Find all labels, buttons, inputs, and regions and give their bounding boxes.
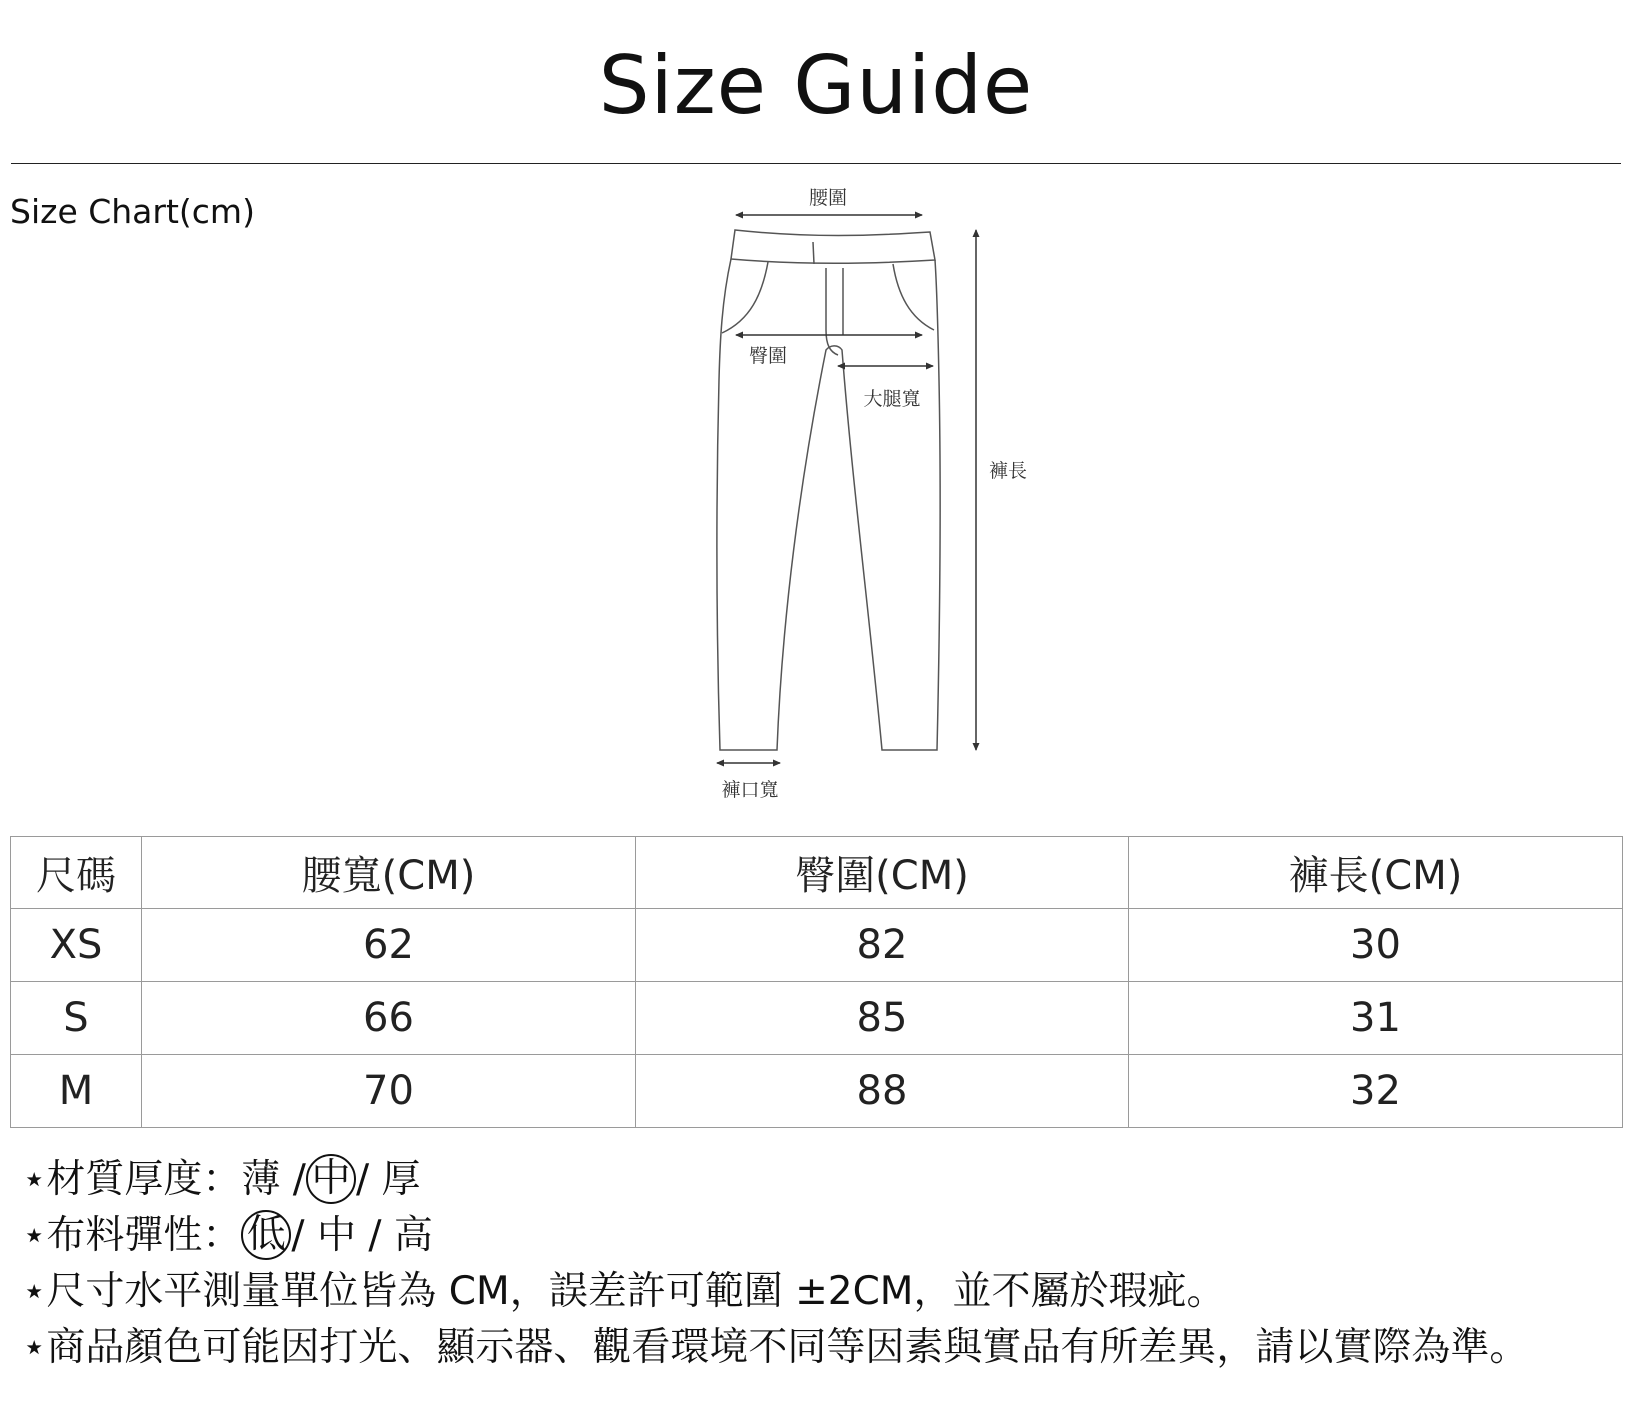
note-thickness-suffix: / 厚 xyxy=(355,1157,421,1202)
hip-label: 臀圍 xyxy=(748,345,788,367)
note-thickness-prefix: ⋆材質厚度：薄 / xyxy=(22,1157,306,1202)
table-header-row xyxy=(11,837,1623,909)
thigh-label: 大腿寬 xyxy=(863,388,921,410)
length-label: 褲長 xyxy=(988,460,1028,482)
cell-length: 30 xyxy=(1129,909,1623,982)
cell-hip: 85 xyxy=(636,982,1129,1055)
size-chart-label: Size Chart(cm) xyxy=(10,192,255,231)
cell-length: 31 xyxy=(1129,982,1623,1055)
page-title: Size Guide xyxy=(598,39,1034,132)
cell-waist: 70 xyxy=(142,1055,636,1128)
cell-size: XS xyxy=(11,909,142,982)
note-measurement: ⋆尺寸水平測量單位皆為 CM，誤差許可範圍 ±2CM，並不屬於瑕疵。 xyxy=(22,1269,1226,1314)
cell-waist: 62 xyxy=(142,909,636,982)
waist-label: 腰圍 xyxy=(808,187,848,209)
pants-outline xyxy=(717,230,940,750)
header-waist: 腰寬(CM) xyxy=(142,837,636,909)
cell-size: S xyxy=(11,982,142,1055)
notes-list xyxy=(22,1152,1528,1376)
note-thickness xyxy=(22,1152,1528,1208)
cell-waist: 66 xyxy=(142,982,636,1055)
note-elasticity xyxy=(22,1208,1528,1264)
cell-hip: 88 xyxy=(636,1055,1129,1128)
thickness-selected-circle: 中 xyxy=(306,1154,356,1204)
table-row xyxy=(11,982,1623,1055)
header-length: 褲長(CM) xyxy=(1129,837,1623,909)
header-hip: 臀圍(CM) xyxy=(636,837,1129,909)
cell-length: 32 xyxy=(1129,1055,1623,1128)
cell-hip: 82 xyxy=(636,909,1129,982)
table-row xyxy=(11,1055,1623,1128)
elasticity-selected-circle: 低 xyxy=(241,1210,291,1260)
header-size: 尺碼 xyxy=(11,837,142,909)
note-color: ⋆商品顏色可能因打光、顯示器、觀看環境不同等因素與實品有所差異，請以實際為準。 xyxy=(22,1325,1529,1370)
note-elasticity-suffix: / 中 / 高 xyxy=(291,1213,433,1258)
note-elasticity-prefix: ⋆布料彈性： xyxy=(22,1213,242,1258)
cell-size: M xyxy=(11,1055,142,1128)
table-row xyxy=(11,909,1623,982)
size-table xyxy=(10,836,1623,1128)
hem-label: 褲口寬 xyxy=(721,779,779,801)
